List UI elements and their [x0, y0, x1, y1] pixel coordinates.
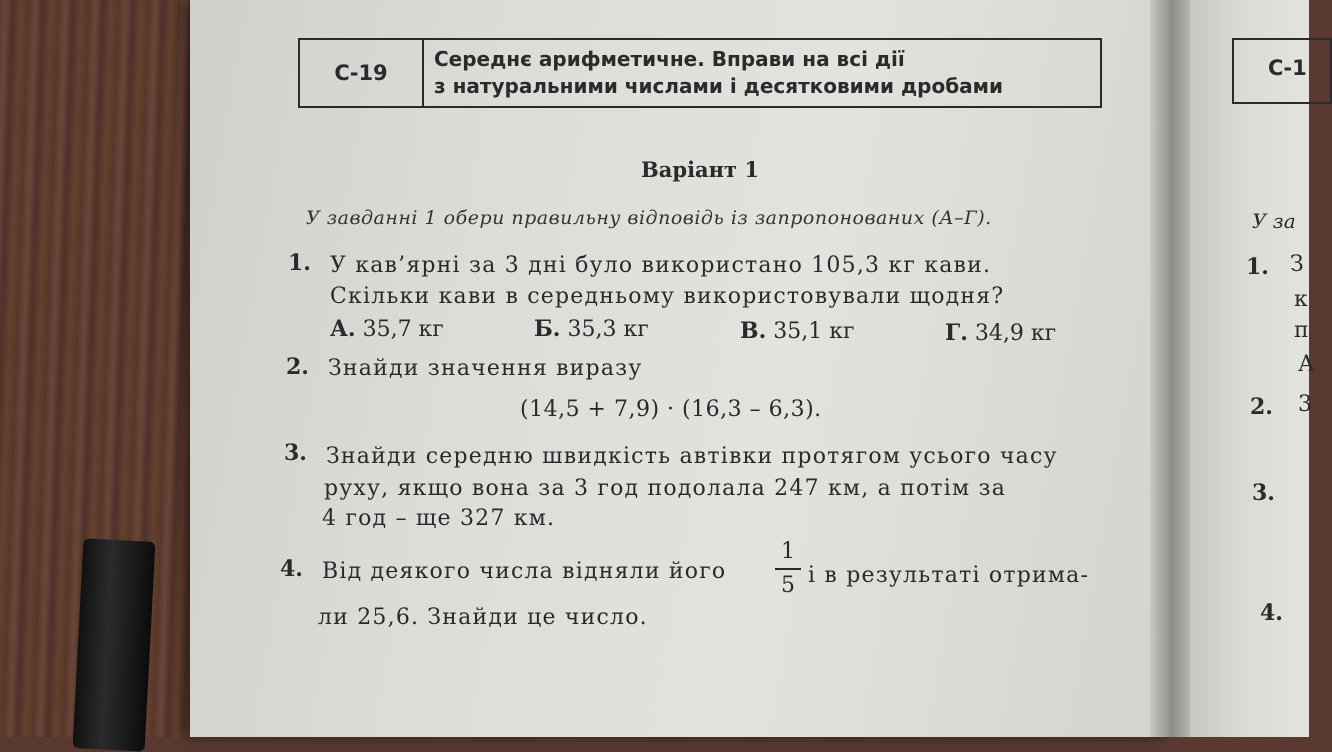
right-section-code: С-1 — [1232, 38, 1332, 104]
right-text-1: З — [1290, 252, 1304, 277]
section-title-line1: Середнє арифметичне. Вправи на всі дії — [434, 47, 905, 71]
task-1-option-v[interactable]: В. 35,1 кг — [740, 318, 855, 344]
fraction-bar — [775, 568, 801, 570]
task-4-line1-rest: і в результаті отрима- — [808, 563, 1090, 588]
task-1-option-a[interactable]: А. 35,7 кг — [330, 316, 444, 342]
task-2-expression: (14,5 + 7,9) · (16,3 – 6,3). — [520, 397, 822, 422]
task-1-line2: Скільки кави в середньому використовували щодня? — [330, 284, 1005, 309]
variant-heading: Варіант 1 — [641, 157, 759, 182]
section-title-line2: з натуральними числами і десятковими дробами — [434, 74, 1004, 98]
right-item-4: 4. — [1260, 600, 1283, 626]
section-title — [424, 40, 1013, 106]
right-text-2: к — [1294, 287, 1308, 312]
task-4-number: 4. — [280, 556, 303, 582]
task-1-line1: У кав’ярні за 3 дні було використано 105,3 кг кави. — [330, 253, 992, 278]
fraction-one-fifth — [772, 538, 804, 600]
task-1-number: 1. — [288, 250, 311, 276]
right-item-3: 3. — [1252, 480, 1275, 506]
task-1-option-g[interactable]: Г. 34,9 кг — [945, 320, 1057, 346]
task-3-line3: 4 год – ще 327 км. — [322, 506, 556, 531]
book-gutter — [1150, 0, 1190, 737]
task-2-number: 2. — [286, 354, 309, 380]
instruction: У завданні 1 обери правильну відповідь із запропонованих (А–Г). — [306, 207, 992, 229]
task-2-line1: Знайди значення виразу — [328, 356, 643, 381]
right-text-5: 3 — [1298, 392, 1312, 417]
task-3-number: 3. — [284, 440, 307, 466]
fraction-denominator: 5 — [781, 573, 795, 598]
task-3-line1: Знайди середню швидкість автівки протягом усього часу — [326, 444, 1058, 469]
task-4-line2: ли 25,6. Знайди це число. — [318, 605, 648, 630]
task-4-line1: Від деякого числа відняли його — [322, 559, 727, 584]
section-code: С-19 — [300, 40, 424, 106]
right-text-4: А — [1298, 352, 1315, 377]
task-3-line2: руху, якщо вона за 3 год подолала 247 км, а потім за — [324, 476, 1007, 501]
right-item-2: 2. — [1250, 394, 1273, 420]
pen — [73, 538, 156, 751]
right-text-3: п — [1294, 318, 1309, 343]
fraction-numerator: 1 — [781, 539, 795, 564]
right-instruction: У за — [1252, 209, 1296, 233]
book-page-right — [1190, 0, 1309, 737]
right-item-1: 1. — [1246, 254, 1269, 280]
section-header — [298, 38, 1102, 108]
task-1-option-b[interactable]: Б. 35,3 кг — [534, 316, 649, 342]
